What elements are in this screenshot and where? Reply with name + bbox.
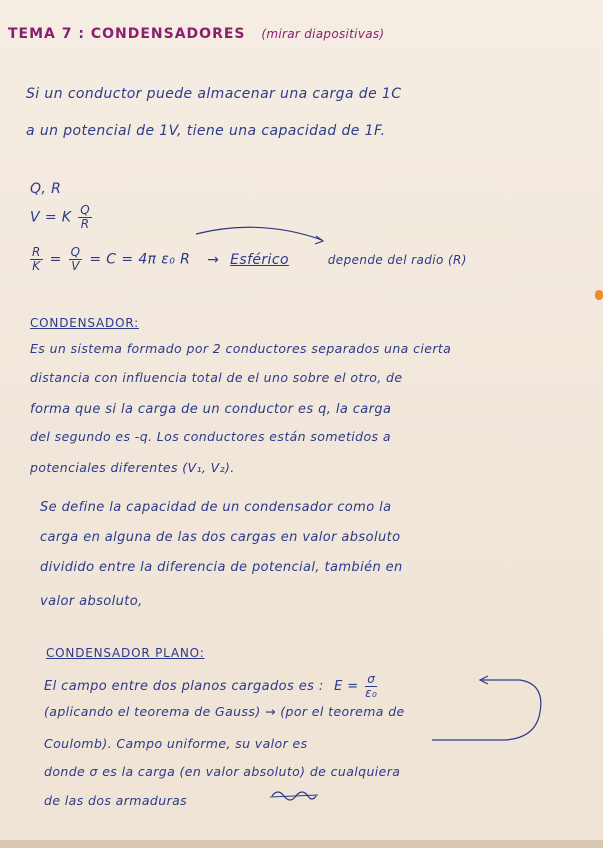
condensador-line: dividido entre la diferencia de potencial, también en (40, 560, 403, 575)
intro-line-1: Si un conductor puede almacenar una carga de 1C (26, 86, 402, 102)
plano-e-num: σ (365, 673, 377, 687)
plano-text: El campo entre dos planos cargados es : (44, 679, 324, 694)
condensador-line: potenciales diferentes (V₁, V₂). (30, 460, 235, 475)
title-sub: (mirar diapositivas) (261, 27, 385, 41)
gauss-bracket (432, 680, 541, 740)
plano-line: (aplicando el teorema de Gauss) → (por el teorema de (44, 704, 405, 719)
formula-note: depende del radio (R) (327, 252, 467, 267)
formula-r-den: K (32, 259, 41, 273)
condensador-line: Se define la capacidad de un condensador como la (40, 500, 392, 515)
formula-arrow: → (207, 251, 220, 268)
formula-esferico: Esférico (230, 251, 289, 268)
esferico-arc (196, 227, 322, 240)
formula-v-den: R (80, 217, 90, 231)
formula-qr: Q, R (30, 181, 62, 197)
formula-v-num: Q (80, 203, 91, 217)
formula-capacity: $\frac{R}{K}$ = $\frac{Q}{V}$ = C = 4π ε₀ R → Esférico depende del radio (R) (32, 245, 467, 273)
condensador-line: valor absoluto, (40, 594, 143, 609)
scribble-strike (270, 795, 318, 797)
formula-r-num: R (32, 245, 41, 259)
formula-v-lhs: V = K (30, 209, 72, 226)
condensador-line: del segundo es -q. Los conductores están sometidos a (30, 429, 391, 444)
title-main: TEMA 7 : CONDENSADORES (8, 26, 246, 42)
plano-line: donde σ es la carga (en valor absoluto) de cualquiera (44, 764, 401, 779)
condensador-line: distancia con influencia total de el uno sobre el otro, de (30, 370, 403, 385)
plano-e-lhs: E = (334, 679, 359, 694)
intro-line-2: a un potencial de 1V, tiene una capacidad de 1F. (26, 123, 386, 139)
condensador-line: forma que si la carga de un conductor es q, la carga (30, 402, 392, 417)
plano-line: de las dos armaduras (44, 793, 188, 808)
orange-tab-marker (595, 290, 603, 300)
condensador-line: carga en alguna de las dos cargas en valor absoluto (40, 530, 401, 545)
condensador-line: Es un sistema formado por 2 conductores separados una cierta (30, 341, 452, 356)
formula-tail: = C = 4π ε₀ R (89, 251, 191, 268)
plano-e-den: ε₀ (365, 686, 378, 700)
desk-edge (0, 840, 603, 848)
heading-condensador-plano: CONDENSADOR PLANO: (46, 646, 205, 660)
heading-condensador: CONDENSADOR: (30, 316, 139, 330)
formula-q-num: Q (70, 245, 81, 259)
esferico-arrowhead (315, 236, 323, 244)
formula-q-den: V (71, 259, 80, 273)
plano-line: Coulomb). Campo uniforme, su valor es (44, 736, 308, 751)
